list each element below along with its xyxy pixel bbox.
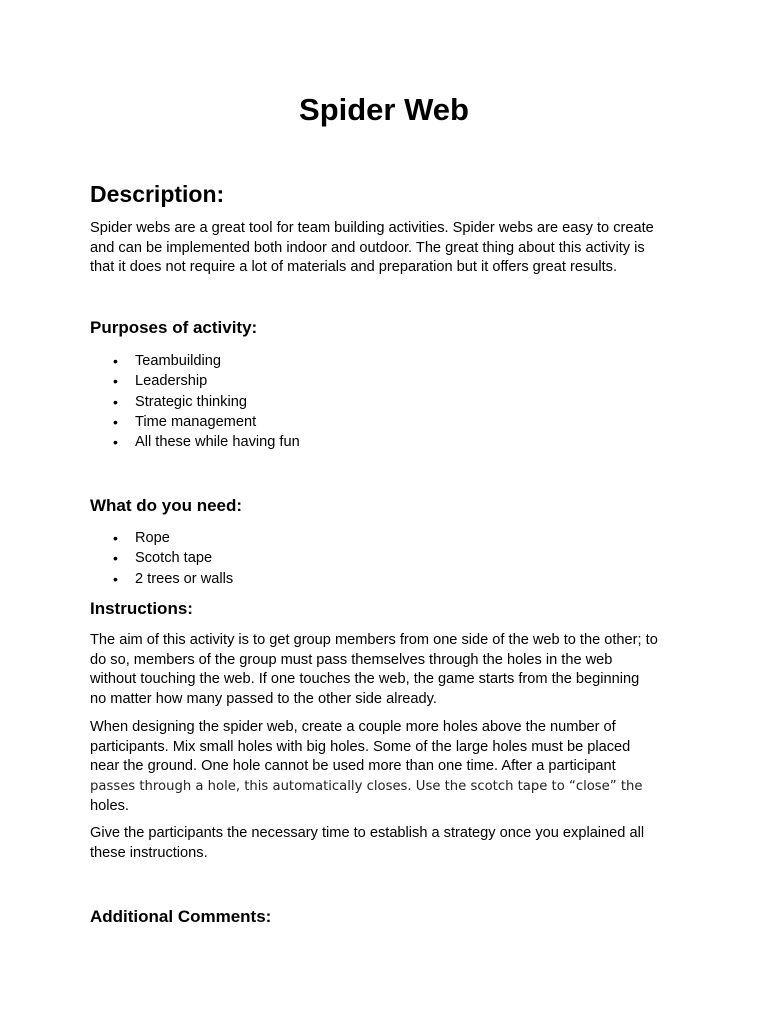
list-item bbox=[90, 548, 233, 568]
list-item-text: Rope bbox=[135, 530, 170, 546]
instructions-heading: Instructions: bbox=[90, 599, 193, 618]
bullet-icon: • bbox=[113, 373, 118, 390]
list-item-text: Time management bbox=[135, 413, 257, 430]
list-item bbox=[90, 569, 233, 589]
instructions-paragraph-1 bbox=[90, 631, 690, 710]
list-item bbox=[90, 371, 300, 391]
list-item bbox=[90, 392, 300, 412]
description-line: Spider webs are a great tool for team building activities. Spider webs are easy to create bbox=[90, 220, 654, 236]
document-title: Spider Web bbox=[299, 92, 469, 127]
list-item bbox=[90, 432, 300, 452]
list-item-text: Leadership bbox=[135, 373, 208, 390]
needs-heading: What do you need: bbox=[90, 496, 243, 515]
instructions-line: When designing the spider web, create a couple more holes above the number of bbox=[90, 719, 616, 735]
bullet-icon: • bbox=[113, 550, 118, 567]
instructions-line: do so, members of the group must pass themselves through the holes in the web bbox=[90, 651, 613, 668]
instructions-line: passes through a hole, this automatically closes. Use the scotch tape to “close” the bbox=[90, 779, 643, 795]
instructions-line: without touching the web. If one touches the web, the game starts from the beginning bbox=[90, 671, 640, 688]
instructions-line: holes. bbox=[90, 797, 129, 814]
purposes-list bbox=[90, 351, 300, 452]
bullet-icon: • bbox=[113, 393, 118, 410]
instructions-line: Give the participants the necessary time to establish a strategy once you explained all bbox=[90, 825, 645, 841]
list-item bbox=[90, 412, 300, 432]
instructions-line: near the ground. One hole cannot be used more than one time. After a participant bbox=[90, 758, 616, 775]
instructions-line: these instructions. bbox=[90, 844, 208, 861]
description-line: that it does not require a lot of materials and preparation but it offers great results. bbox=[90, 259, 618, 276]
list-item-text: Strategic thinking bbox=[135, 393, 247, 410]
instructions-line: participants. Mix small holes with big holes. Some of the large holes must be placed bbox=[90, 738, 631, 755]
bullet-icon: • bbox=[113, 570, 118, 587]
instructions-line: The aim of this activity is to get group members from one side of the web to the other; to bbox=[90, 632, 658, 648]
list-item bbox=[90, 351, 300, 371]
instructions-paragraph-3 bbox=[90, 824, 690, 863]
bullet-icon: • bbox=[113, 413, 118, 430]
description-paragraph bbox=[90, 219, 690, 278]
additional-comments-heading: Additional Comments: bbox=[90, 907, 272, 926]
needs-list bbox=[90, 528, 233, 589]
list-item-text: Scotch tape bbox=[135, 550, 213, 567]
list-item-text: Teambuilding bbox=[135, 353, 221, 369]
instructions-line: no matter how many passed to the other side already. bbox=[90, 691, 437, 708]
purposes-heading: Purposes of activity: bbox=[90, 318, 258, 337]
list-item-text: 2 trees or walls bbox=[135, 570, 234, 587]
bullet-icon: • bbox=[113, 353, 118, 369]
description-line: and can be implemented both indoor and outdoor. The great thing about this activity is bbox=[90, 239, 645, 256]
bullet-icon: • bbox=[113, 434, 118, 451]
list-item-text: All these while having fun bbox=[135, 434, 300, 451]
bullet-icon: • bbox=[113, 530, 118, 546]
description-heading: Description: bbox=[90, 181, 225, 207]
instructions-paragraph-2 bbox=[90, 718, 690, 817]
list-item bbox=[90, 528, 233, 548]
